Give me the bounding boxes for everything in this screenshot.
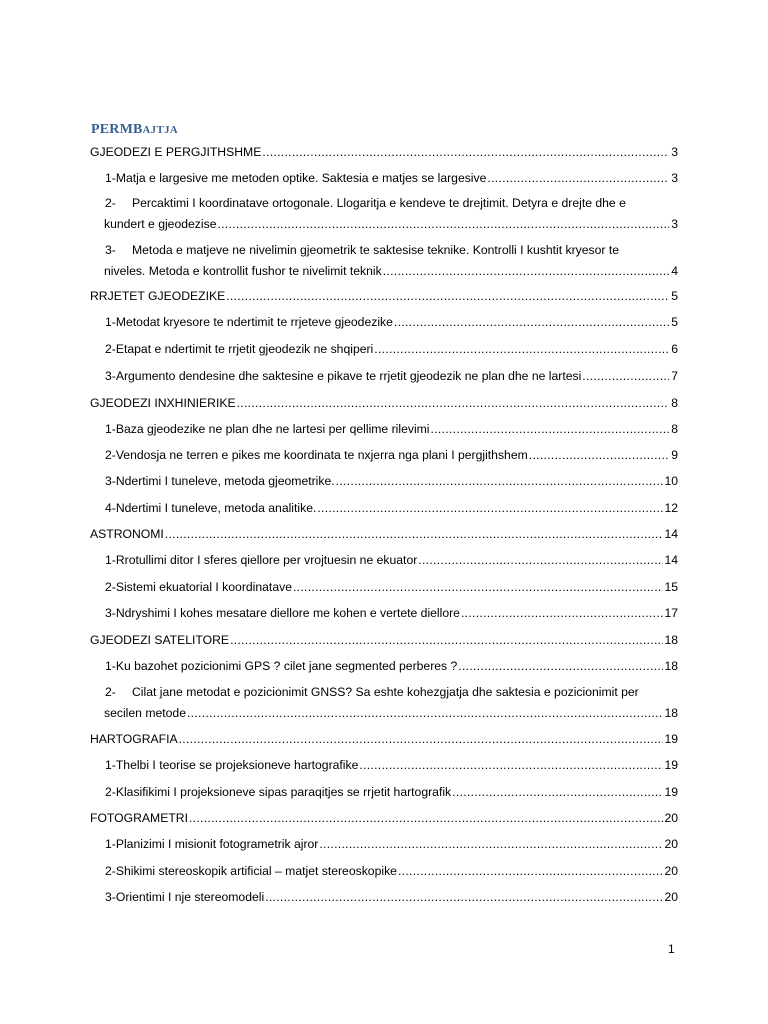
toc-title (91, 122, 178, 138)
toc-item[interactable]: 1- Matja e largesive me metoden optike. Saktesia e matjes se largesive ..... 3 (90, 168, 678, 189)
item-number: 3- (105, 606, 116, 620)
toc-section-heading[interactable]: GJEODEZI INXHINIERIKE ..... 8 (90, 393, 678, 414)
toc-item[interactable]: 2- Cilat jane metodat e pozicionimit GNSS? Sa eshte kohezgjatja dhe saktesia e pozicionimit per secilen metode ..... 18 (90, 682, 678, 724)
toc-item[interactable]: 2- Etapat e ndertimit te rrjetit gjeodezik ne shqiperi ..... 6 (90, 339, 678, 360)
toc-item[interactable]: 3- Ndryshimi I kohes mesatare diellore me kohen e vertete diellore ..... 17 (90, 603, 678, 624)
leader-dots (317, 498, 663, 519)
page-ref: 6 (671, 342, 678, 356)
leader-dots (262, 142, 669, 163)
toc-section-heading[interactable]: GJEODEZI E PERGJITHSHME ..... 3 (90, 142, 678, 163)
leader-dots (217, 214, 669, 235)
toc-item[interactable]: 4- Ndertimi I tuneleve, metoda analitike. ..... 12 (90, 498, 678, 519)
leader-dots (383, 261, 669, 282)
toc-item[interactable]: 2- Shikimi stereoskopik artificial – matjet stereoskopike ..... 20 (90, 861, 678, 882)
leader-dots (189, 808, 663, 829)
page-ref: 8 (671, 422, 678, 436)
toc-section-heading[interactable]: RRJETET GJEODEZIKE ..... 5 (90, 286, 678, 307)
page-ref: 14 (664, 527, 678, 541)
leader-dots (265, 887, 663, 908)
page-ref: 5 (671, 289, 678, 303)
page-ref: 20 (664, 890, 678, 904)
leader-dots (461, 603, 663, 624)
item-number: 1- (105, 758, 116, 772)
toc-item[interactable]: 1- Metodat kryesore te ndertimit te rrjeteve gjeodezike ..... 5 (90, 312, 678, 333)
leader-dots (359, 755, 663, 776)
page-ref: 18 (664, 659, 678, 673)
item-number: 3- (105, 369, 116, 383)
toc-item[interactable]: 1- Thelbi I teorise se projeksioneve hartografike ..... 19 (90, 755, 678, 776)
page-ref: 20 (664, 811, 678, 825)
item-number: 2- (105, 580, 116, 594)
page-ref: 9 (671, 448, 678, 462)
toc-item[interactable]: 3- Metoda e matjeve ne nivelimin gjeometrik te saktesise teknike. Kontrolli I kushtit kryesor te niveles. Metoda e kontrollit fushor te nivelimit teknik ..... 4 (90, 240, 678, 282)
leader-dots (374, 339, 669, 360)
leader-dots (336, 471, 664, 492)
leader-dots (582, 366, 669, 387)
page-ref: 19 (664, 785, 678, 799)
item-number: 2- (105, 785, 116, 799)
leader-dots (431, 419, 669, 440)
leader-dots (418, 550, 663, 571)
item-number: 3- (105, 890, 116, 904)
leader-dots (398, 861, 663, 882)
page-ref: 4 (671, 264, 678, 278)
toc-item[interactable]: 1- Baza gjeodezike ne plan dhe ne lartesi per qellime rilevimi ..... 8 (90, 419, 678, 440)
item-number: 4- (105, 501, 116, 515)
item-number: 1- (105, 659, 116, 673)
leader-dots (487, 168, 669, 189)
page-ref: 7 (671, 369, 678, 383)
toc-item[interactable]: 3- Orientimi I nje stereomodeli ..... 20 (90, 887, 678, 908)
toc-item[interactable]: 3- Ndertimi I tuneleve, metoda gjeometrike. ..... 10 (90, 471, 678, 492)
item-number: 1- (105, 315, 116, 329)
leader-dots (230, 630, 663, 651)
toc-item[interactable]: 2- Klasifikimi I projeksioneve sipas paraqitjes se rrjetit hartografik ..... 19 (90, 782, 678, 803)
leader-dots (293, 577, 663, 598)
page-ref: 18 (664, 706, 678, 720)
leader-dots (394, 312, 669, 333)
toc-section-heading[interactable]: FOTOGRAMETRI ..... 20 (90, 808, 678, 829)
page-ref: 5 (671, 315, 678, 329)
page-ref: 14 (664, 553, 678, 567)
toc-section-heading[interactable]: GJEODEZI SATELITORE ..... 18 (90, 630, 678, 651)
page-ref: 17 (664, 606, 678, 620)
toc-title-caps: PERMB (91, 122, 143, 137)
page-ref: 3 (671, 145, 678, 159)
leader-dots (452, 782, 663, 803)
leader-dots (165, 524, 664, 545)
leader-dots (179, 729, 664, 750)
leader-dots (529, 445, 669, 466)
page-ref: 3 (671, 217, 678, 231)
leader-dots (237, 393, 669, 414)
toc-item[interactable]: 3- Argumento dendesine dhe saktesine e pikave te rrjetit gjeodezik ne plan dhe ne lartesi ..... 7 (90, 366, 678, 387)
item-number: 1- (105, 422, 116, 436)
item-number: 2- (105, 196, 116, 210)
item-number: 1- (105, 171, 116, 185)
item-number: 3- (105, 474, 116, 488)
page-ref: 8 (671, 396, 678, 410)
page-ref: 18 (664, 633, 678, 647)
leader-dots (226, 286, 669, 307)
item-number: 2- (105, 864, 116, 878)
page-number: 1 (668, 942, 675, 956)
page-ref: 10 (664, 474, 678, 488)
leader-dots (319, 834, 663, 855)
item-number: 2- (105, 685, 116, 699)
item-number: 1- (105, 837, 116, 851)
item-number: 2- (105, 448, 116, 462)
toc-item[interactable]: 2- Percaktimi I koordinatave ortogonale. Llogaritja e kendeve te drejtimit. Detyra e drejte dhe e kundert e gjeodezise ..... 3 (90, 193, 678, 235)
toc-item[interactable]: 1- Rrotullimi ditor I sferes qiellore per vrojtuesin ne ekuator ..... 14 (90, 550, 678, 571)
page-ref: 19 (664, 758, 678, 772)
page-ref: 20 (664, 864, 678, 878)
leader-dots (187, 703, 663, 724)
page-ref: 3 (671, 171, 678, 185)
toc-title-smallcaps: AJTJA (142, 125, 179, 136)
item-number: 3- (105, 243, 116, 257)
page-ref: 15 (664, 580, 678, 594)
toc-item[interactable]: 2- Vendosja ne terren e pikes me koordinata te nxjerra nga plani I pergjithshem ..... 9 (90, 445, 678, 466)
toc-section-heading[interactable]: HARTOGRAFIA ..... 19 (90, 729, 678, 750)
item-number: 1- (105, 553, 116, 567)
toc-item[interactable]: 1- Ku bazohet pozicionimi GPS ? cilet jane segmented perberes ? ..... 18 (90, 656, 678, 677)
item-number: 2- (105, 342, 116, 356)
toc-item[interactable]: 2- Sistemi ekuatorial I koordinatave ..... 15 (90, 577, 678, 598)
page-ref: 19 (664, 732, 678, 746)
toc-item[interactable]: 1- Planizimi I misionit fotogrametrik ajror ..... 20 (90, 834, 678, 855)
page-ref: 12 (664, 501, 678, 515)
leader-dots (458, 656, 663, 677)
page-ref: 20 (664, 837, 678, 851)
toc-section-heading[interactable]: ASTRONOMI ..... 14 (90, 524, 678, 545)
